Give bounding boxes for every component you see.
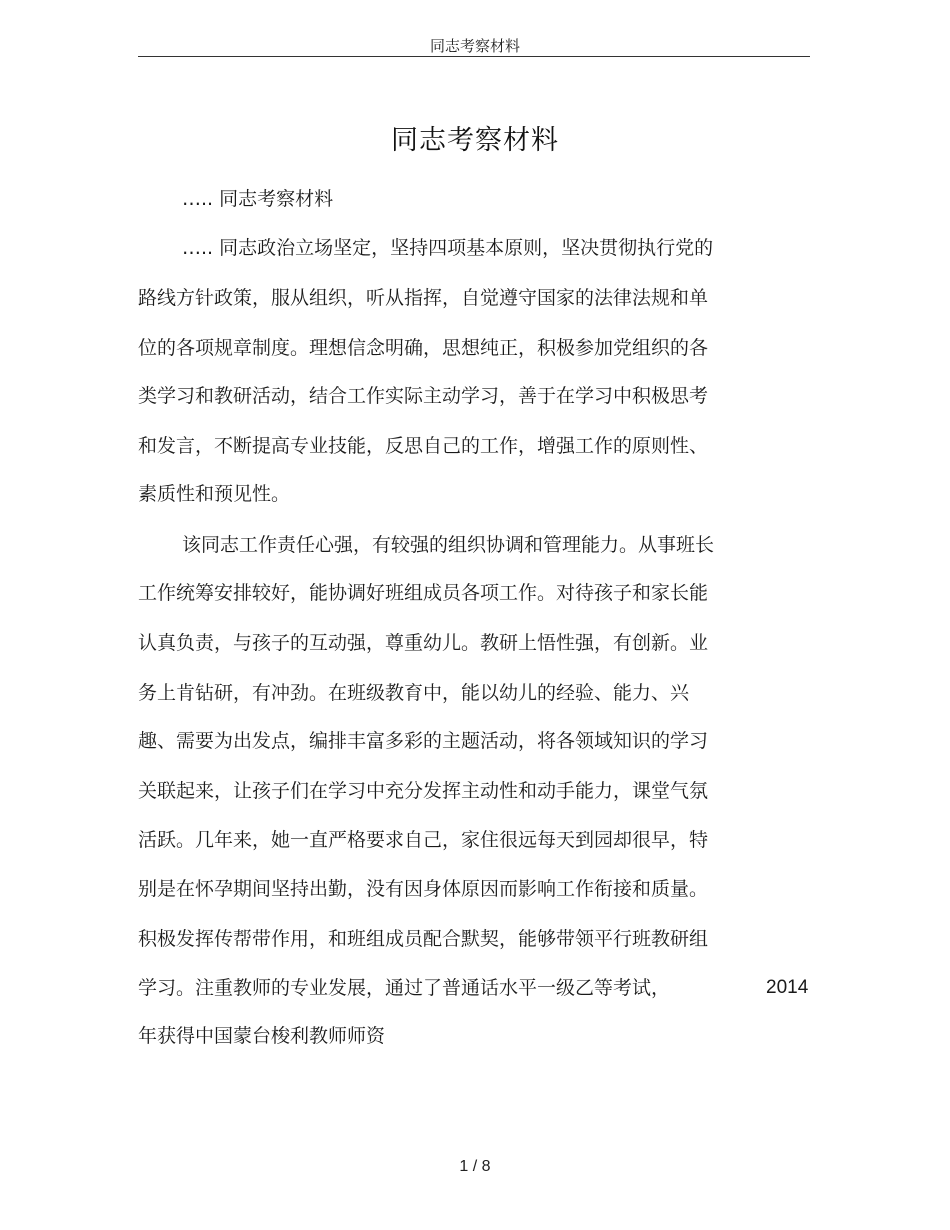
page-number: 1 / 8	[459, 1158, 491, 1175]
year-text: 2014	[766, 977, 809, 998]
paragraph-line: 和发言，不断提高专业技能，反思自己的工作，增强工作的原则性、	[138, 435, 709, 457]
paragraph-line: 别是在怀孕期间坚持出勤，没有因身体原因而影响工作衔接和质量。	[138, 878, 709, 900]
subject-line: ….. 同志考察材料	[182, 188, 334, 210]
paragraph-line: 路线方针政策，服从组织，听从指挥，自觉遵守国家的法律法规和单	[138, 287, 709, 309]
running-header: 同志考察材料	[429, 37, 520, 55]
paragraph-line: 关联起来，让孩子们在学习中充分发挥主动性和动手能力，课堂气氛	[138, 780, 709, 802]
paragraph-line: 工作统筹安排较好，能协调好班组成员各项工作。对待孩子和家长能	[138, 582, 709, 604]
paragraph-line: 类学习和教研活动，结合工作实际主动学习，善于在学习中积极思考	[138, 385, 709, 407]
paragraph-line: 学习。注重教师的专业发展，通过了普通话水平一级乙等考试，	[138, 977, 671, 999]
paragraph-line: 年获得中国蒙台梭利教师师资	[138, 1025, 386, 1047]
paragraph-line: 位的各项规章制度。理想信念明确，思想纯正，积极参加党组织的各	[138, 337, 709, 359]
paragraph-line: 积极发挥传帮带作用，和班组成员配合默契，能够带领平行班教研组	[138, 928, 709, 950]
paragraph-line: 活跃。几年来，她一直严格要求自己，家住很远每天到园却很早，特	[138, 829, 709, 851]
paragraph-line: ….. 同志政治立场坚定，坚持四项基本原则，坚决贯彻执行党的	[182, 237, 714, 259]
paragraph-line: 趣、需要为出发点，编排丰富多彩的主题活动，将各领域知识的学习	[138, 730, 709, 752]
header-divider	[138, 56, 810, 57]
paragraph-line: 素质性和预见性。	[138, 483, 291, 505]
document-title: 同志考察材料	[391, 125, 559, 156]
paragraph-line: 务上肯钻研，有冲劲。在班级教育中，能以幼儿的经验、能力、兴	[138, 682, 690, 704]
paragraph-line: 该同志工作责任心强，有较强的组织协调和管理能力。从事班长	[182, 534, 715, 556]
paragraph-line: 认真负责，与孩子的互动强，尊重幼儿。教研上悟性强，有创新。业	[138, 632, 709, 654]
